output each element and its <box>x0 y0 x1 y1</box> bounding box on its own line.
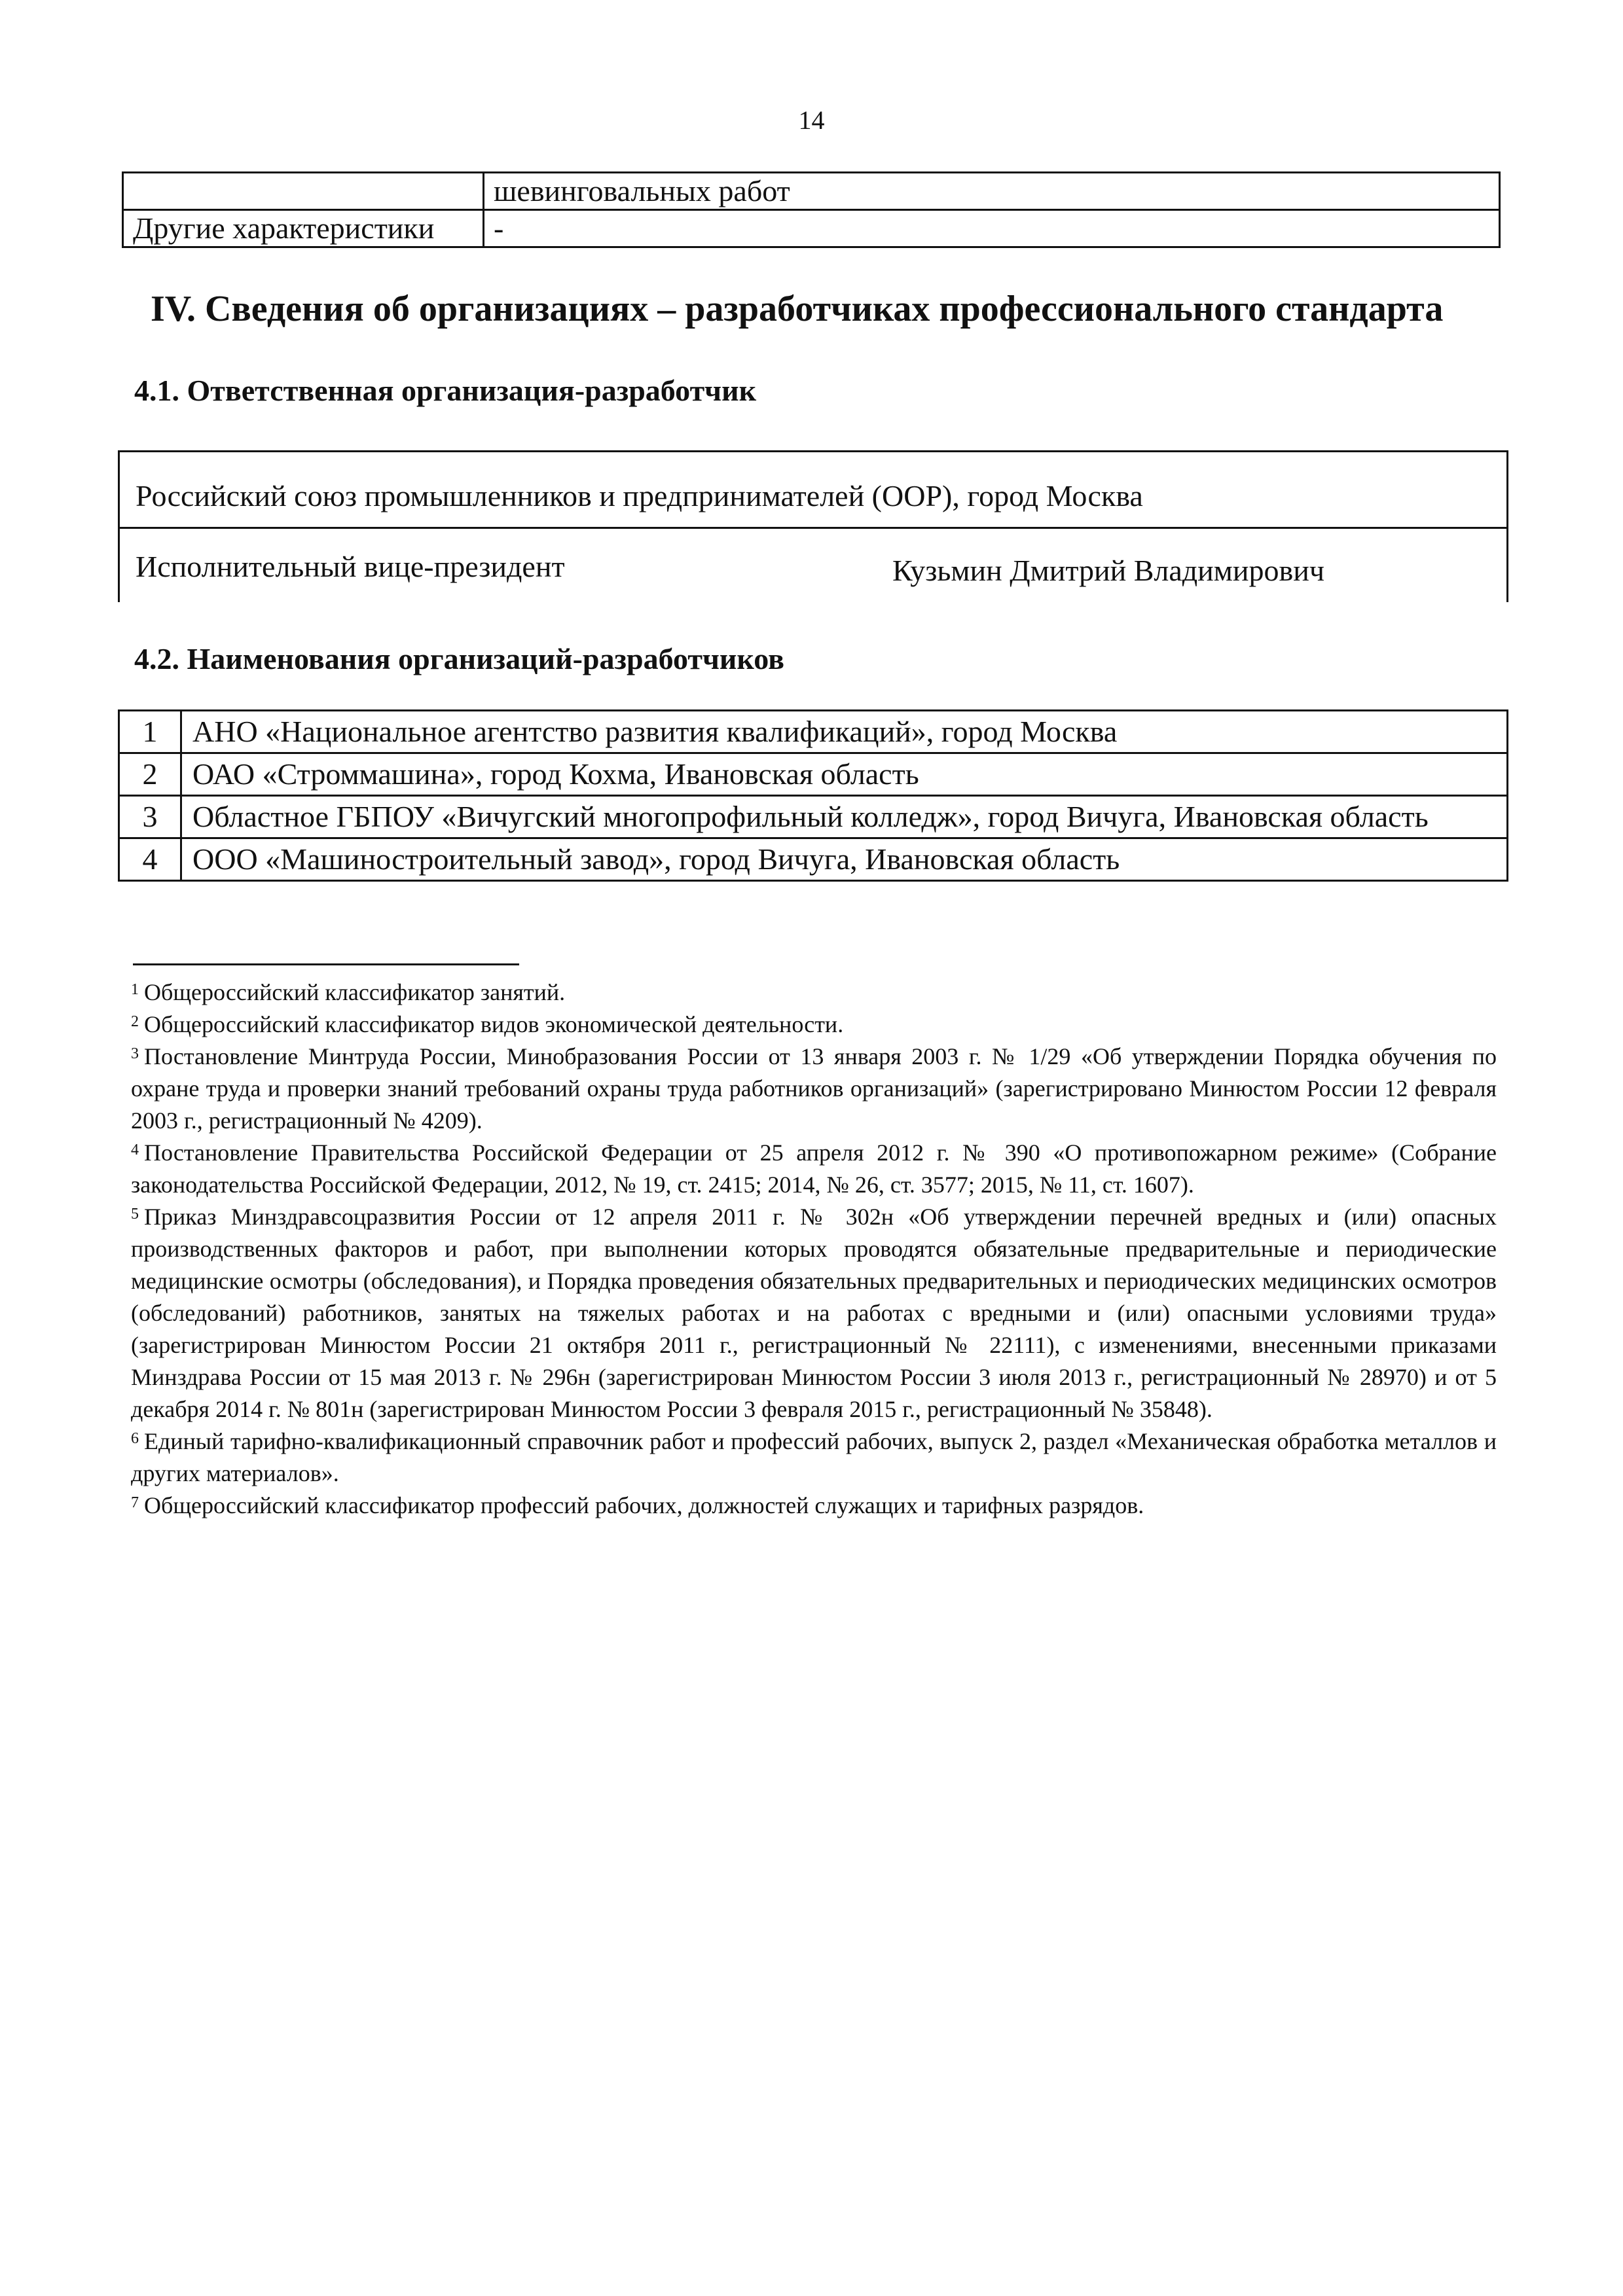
table-cell: - <box>484 210 1500 247</box>
table-cell <box>123 173 484 210</box>
footnote <box>131 1137 1497 1201</box>
responsible-org-person: Кузьмин Дмитрий Владимирович <box>892 554 1324 587</box>
developer-name: ОАО «Строммашина», город Кохма, Ивановская область <box>181 753 1508 796</box>
subsection-title-responsible: 4.1. Ответственная организация-разработчик <box>134 374 757 407</box>
table-row <box>123 210 1500 247</box>
table-cell: Другие характеристики <box>123 210 484 247</box>
table-row <box>119 796 1508 838</box>
developer-name: ООО «Машиностроительный завод», город Вичуга, Ивановская область <box>181 838 1508 881</box>
footnote-text: Единый тарифно-квалификационный справочник работ и профессий рабочих, выпуск 2, раздел «Механическая обработка металлов и других материалов». <box>131 1428 1497 1486</box>
footnote-number: 7 <box>131 1494 139 1511</box>
page-number: 14 <box>798 105 825 135</box>
developers-table <box>118 709 1508 882</box>
footnote-number: 6 <box>131 1430 139 1447</box>
footnote-text: Приказ Минздравсоцразвития России от 12 апреля 2011 г. № 302н «Об утверждении перечней вредных и (или) опасных производственных факторов и работ, при выполнении которых проводятся обязательные предварительные и периодические медицинские осмотры (обследования), и Порядка проведения обязательных предварительных и периодических медицинских осмотров (обследований) работников, занятых на тяжелых работах и на работах с вредными и (или) опасными условиями труда» (зарегистрирован Минюстом России 21 октября 2011 г., регистрационный № 22111), с изменениями, внесенными приказами Минздрава России от 15 мая 2013 г. № 296н (зарегистрирован Минюстом России 3 июля 2013 г., регистрационный № 28970) и от 5 декабря 2014 г. № 801н (зарегистрирован Минюстом России 3 февраля 2015 г., регистрационный № 35848). <box>131 1204 1497 1422</box>
footnote-number: 1 <box>131 981 139 998</box>
row-number: 2 <box>119 753 181 796</box>
footnotes <box>131 977 1497 1522</box>
footnote-number: 3 <box>131 1045 139 1062</box>
developer-name: АНО «Национальное агентство развития квалификаций», город Москва <box>181 711 1508 753</box>
responsible-org-box <box>118 450 1508 602</box>
footnote-text: Общероссийский классификатор занятий. <box>144 979 566 1005</box>
table-row <box>119 711 1508 753</box>
row-number: 1 <box>119 711 181 753</box>
footnote-number: 5 <box>131 1206 139 1223</box>
row-number: 4 <box>119 838 181 881</box>
footnote <box>131 1426 1497 1490</box>
footnote <box>131 1201 1497 1426</box>
table-row <box>119 753 1508 796</box>
footnote-separator <box>133 963 519 965</box>
responsible-org-position: Исполнительный вице-президент <box>136 550 565 583</box>
responsible-org-name: Российский союз промышленников и предпринимателей (ООР), город Москва <box>136 479 1143 512</box>
footnote-text: Общероссийский классификатор профессий рабочих, должностей служащих и тарифных разрядов. <box>144 1492 1144 1518</box>
table-cell: шевинговальных работ <box>484 173 1500 210</box>
footnote <box>131 1490 1497 1522</box>
table-row <box>119 838 1508 881</box>
footnote-text: Общероссийский классификатор видов экономической деятельности. <box>144 1011 844 1037</box>
footnote <box>131 1041 1497 1137</box>
footnote <box>131 1009 1497 1041</box>
section-title: IV. Сведения об организациях – разработчиках профессионального стандарта <box>151 289 1444 329</box>
table-row <box>123 173 1500 210</box>
footnote <box>131 977 1497 1009</box>
footnote-text: Постановление Правительства Российской Федерации от 25 апреля 2012 г. № 390 «О противопожарном режиме» (Собрание законодательства Российской Федерации, 2012, № 19, ст. 2415; 2014, № 26, ст. 3577; 2015, № 11, ст. 1607). <box>131 1139 1497 1198</box>
characteristics-table <box>122 171 1501 248</box>
footnote-number: 2 <box>131 1013 139 1030</box>
footnote-text: Постановление Минтруда России, Минобразования России от 13 января 2003 г. № 1/29 «Об утверждении Порядка обучения по охране труда и проверки знаний требований охраны труда работников организаций» (зарегистрировано Минюстом России 12 февраля 2003 г., регистрационный № 4209). <box>131 1043 1497 1134</box>
row-number: 3 <box>119 796 181 838</box>
footnote-number: 4 <box>131 1141 139 1158</box>
developer-name: Областное ГБПОУ «Вичугский многопрофильный колледж», город Вичуга, Ивановская область <box>181 796 1508 838</box>
subsection-title-developers: 4.2. Наименования организаций-разработчиков <box>134 642 784 675</box>
